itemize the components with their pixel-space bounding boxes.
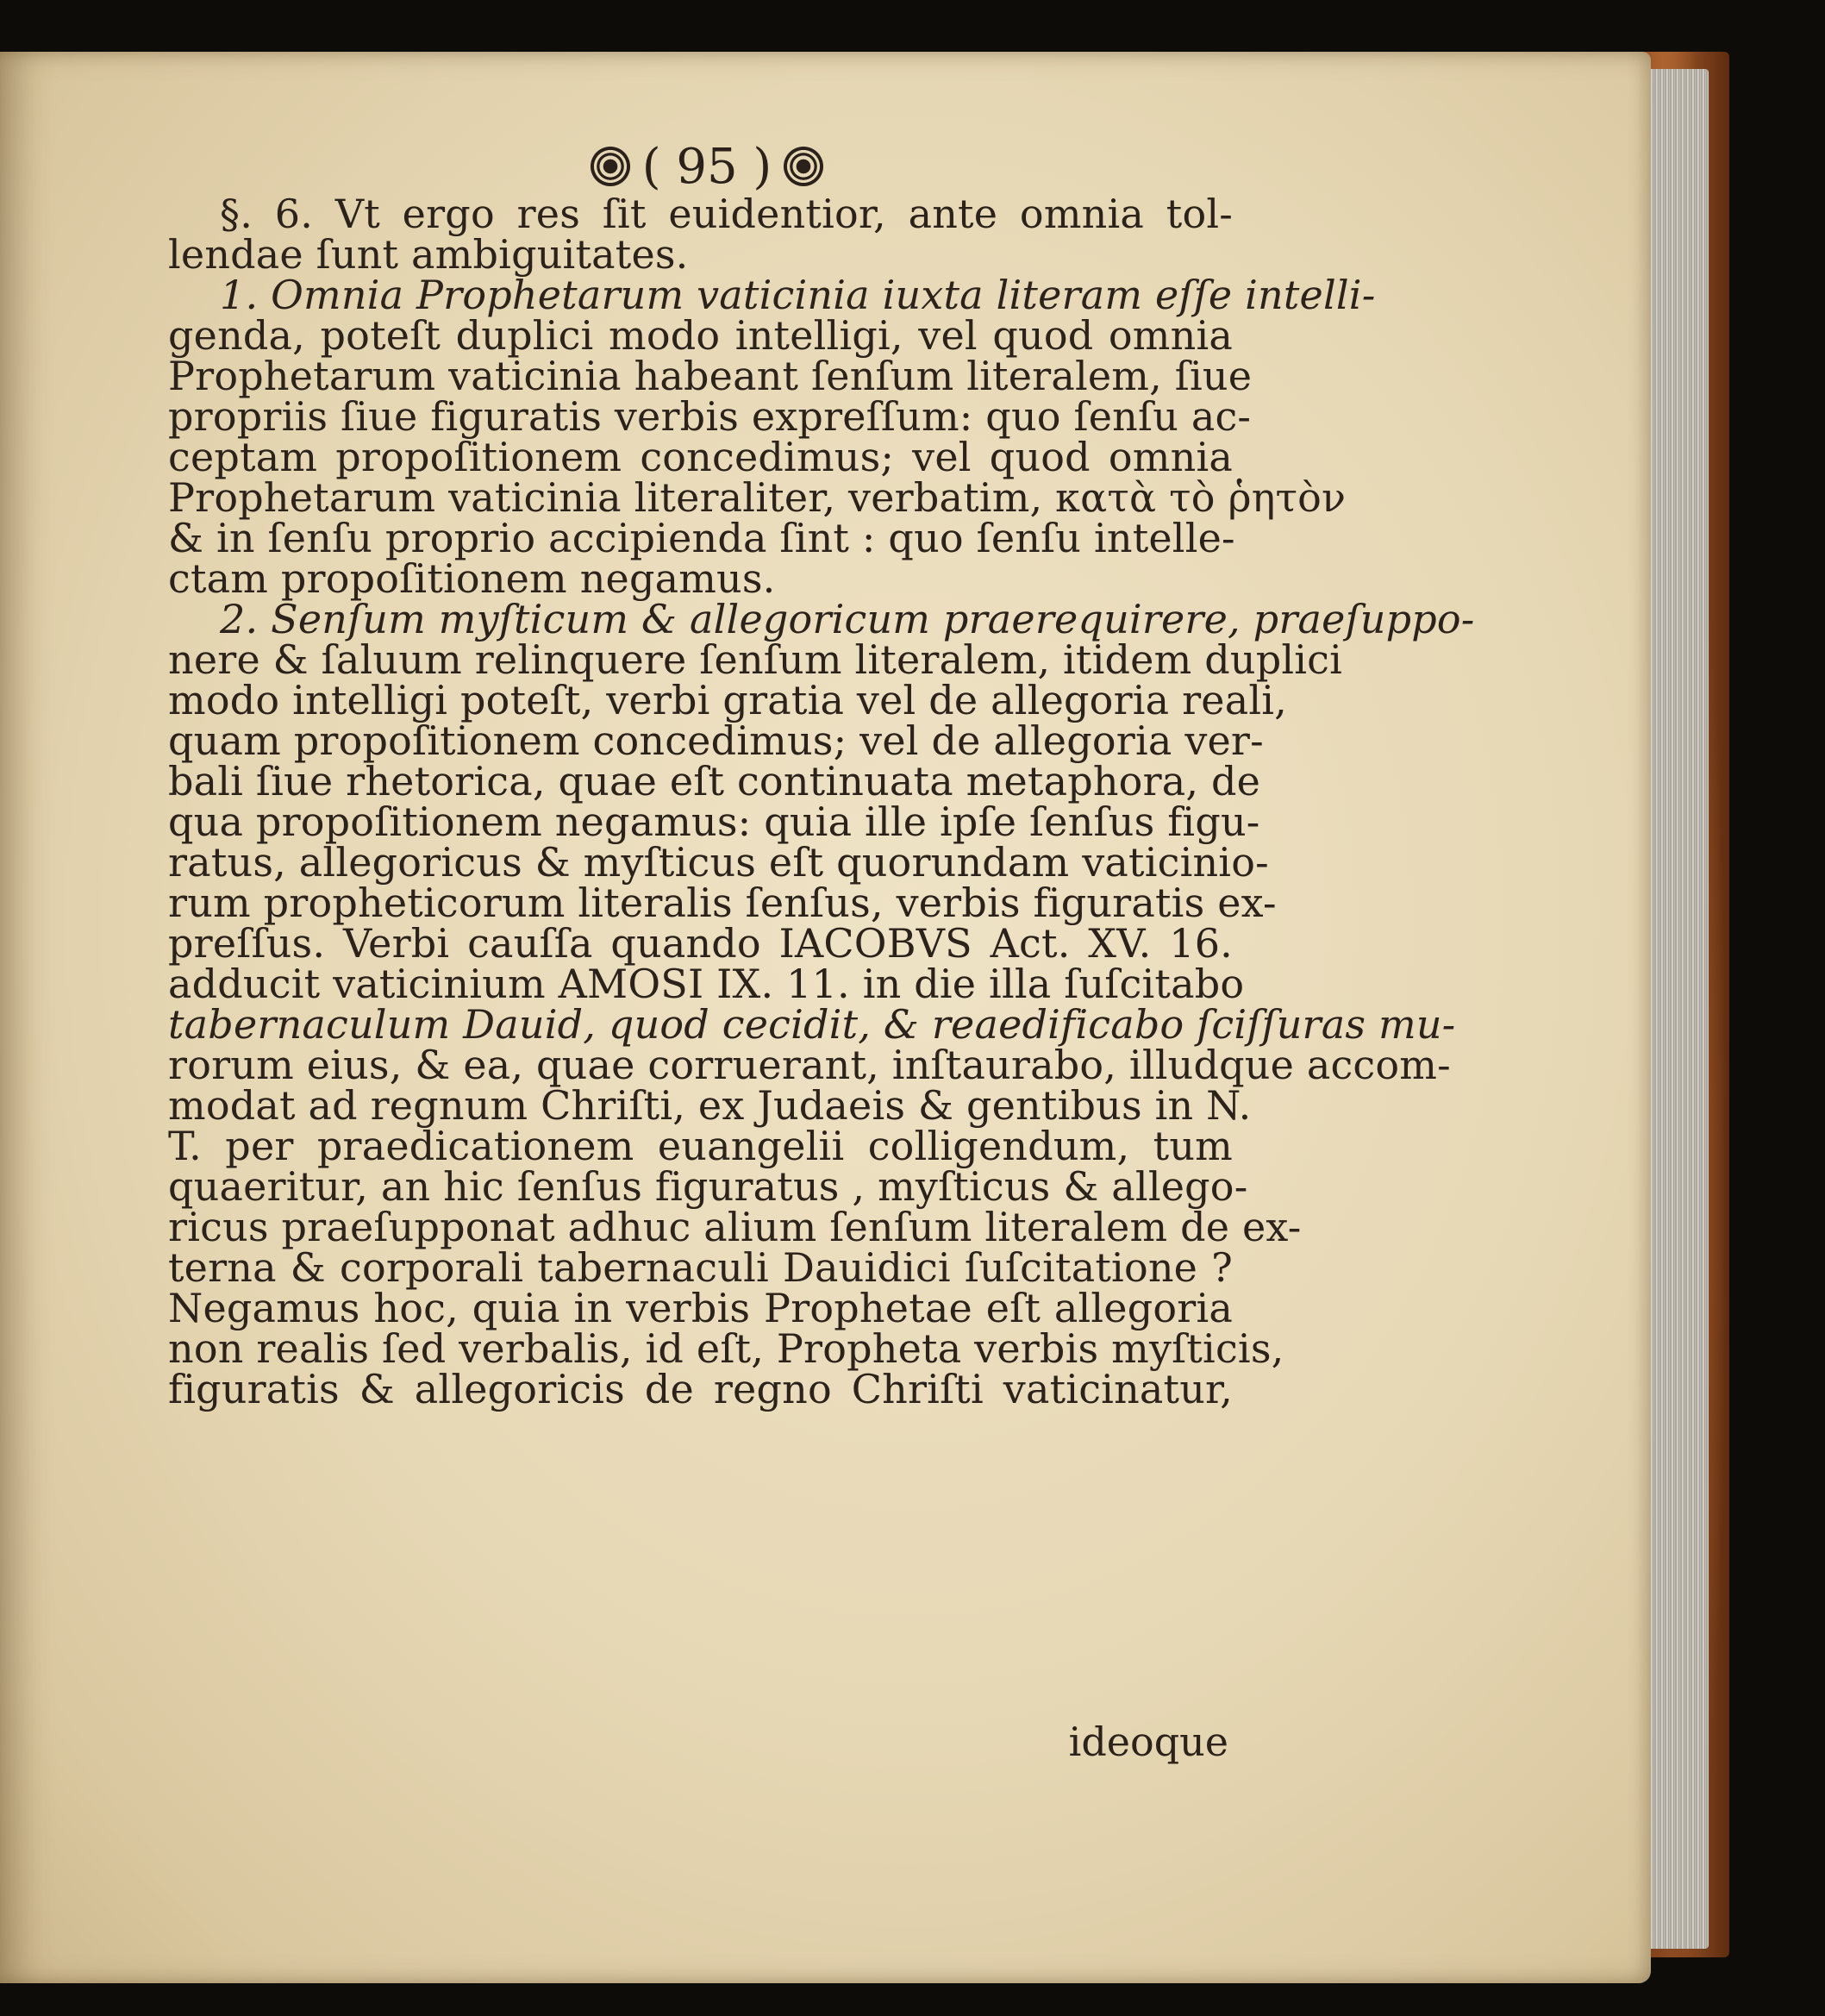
body-text — [168, 191, 1475, 1412]
text-line: nere & ſaluum relinquere ſenſum literalem, itidem duplici — [168, 636, 1343, 683]
text-line: ricus praeſupponat adhuc alium ſenſum literalem de ex- — [168, 1204, 1302, 1250]
text-line: adducit vaticinium AMOSI IX. 11. in die illa ſuſcitabo — [168, 961, 1245, 1007]
text-line: modo intelligi poteſt, verbi gratia vel de allegoria reali, — [168, 677, 1288, 723]
text-line: ceptam propoſitionem concedimus; vel quod omnia — [168, 434, 1233, 480]
text-line: preſſus. Verbi cauſſa quando IACOBVS Act. XV. 16. — [168, 920, 1233, 967]
text-line: 2. Senſum myſticum & allegoricum praerequirere, praeſuppo- — [220, 596, 1475, 642]
text-line: Negamus hoc, quia in verbis Prophetae eſt allegoria — [168, 1285, 1233, 1331]
text-line: ctam propoſitionem negamus. — [168, 555, 776, 602]
text-line: terna & corporali tabernaculi Dauidici ſuſcitatione ? — [168, 1244, 1233, 1291]
text-line: Prophetarum vaticinia literaliter, verbatim, κατὰ τὸ ῥητὸν — [168, 474, 1347, 521]
ornament-icon — [784, 147, 823, 186]
text-line: quam propoſitionem concedimus; vel de allegoria ver- — [168, 717, 1264, 764]
text-line: bali ſiue rhetorica, quae eſt continuata metaphora, de — [168, 758, 1261, 805]
text-line: rum propheticorum literalis ſenſus, verbis figuratis ex- — [168, 880, 1277, 926]
text-line: modat ad regnum Chriſti, ex Judaeis & gentibus in N. — [168, 1082, 1252, 1129]
text-line: rorum eius, & ea, quae corruerant, inſtaurabo, illudque accom- — [168, 1042, 1451, 1088]
text-line: figuratis & allegoricis de regno Chriſti vaticinatur, — [168, 1366, 1233, 1412]
page-header — [569, 136, 845, 197]
text-line: tabernaculum Dauid, quod cecidit, & reaedificabo ſciſſuras mu- — [168, 1001, 1456, 1048]
catchword: ideoque — [1068, 1719, 1228, 1765]
text-line: non realis ſed verbalis, id eſt, Propheta verbis myſticis, — [168, 1325, 1284, 1372]
text-line: genda, poteſt duplici modo intelligi, vel quod omnia — [168, 312, 1233, 359]
ornament-icon — [591, 147, 630, 186]
page-number: ( 95 ) — [641, 138, 772, 195]
text-line: ratus, allegoricus & myſticus eſt quorundam vaticinio- — [168, 839, 1269, 886]
text-line: & in ſenſu proprio accipienda ſint : quo ſenſu intelle- — [168, 515, 1235, 561]
text-line: propriis ſiue figuratis verbis expreſſum: quo ſenſu ac- — [168, 393, 1252, 440]
text-line: qua propoſitionem negamus: quia ille ipſe ſenſus figu- — [168, 798, 1260, 845]
text-line: Prophetarum vaticinia habeant ſenſum literalem, ſiue — [168, 353, 1253, 399]
text-line: quaeritur, an hic ſenſus figuratus , myſticus & allego- — [168, 1163, 1248, 1210]
text-line: §. 6. Vt ergo res ſit euidentior, ante omnia tol- — [220, 191, 1233, 237]
text-line: lendae ſunt ambiguitates. — [168, 231, 689, 278]
text-line: 1. Omnia Prophetarum vaticinia iuxta literam eſſe intelli- — [220, 272, 1376, 318]
text-line: T. per praedicationem euangelii colligendum, tum — [168, 1123, 1233, 1169]
